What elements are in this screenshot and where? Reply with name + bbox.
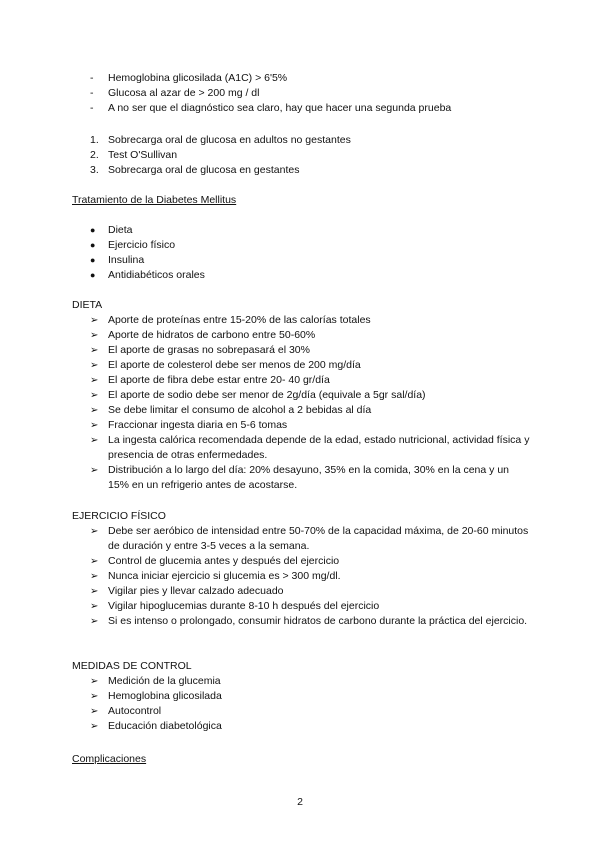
arrow-bullet-icon: ➢ — [90, 315, 99, 326]
arrow-bullet-icon: ➢ — [90, 691, 99, 702]
list-item: ➢ Control de glucemia antes y después del ejercicio — [90, 555, 340, 567]
bullet-icon: ● — [90, 225, 96, 235]
control-heading: MEDIDAS DE CONTROL — [72, 660, 192, 672]
arrow-bullet-icon: ➢ — [90, 465, 99, 476]
list-item: ➢ La ingesta calórica recomendada depende de la edad, estado nutricional, actividad física y presencia de otras enfermedades. — [90, 434, 530, 461]
list-item: ➢ Vigilar hipoglucemias durante 8-10 h después del ejercicio — [90, 600, 380, 612]
list-item: - Glucosa al azar de > 200 mg / dl — [90, 87, 260, 99]
list-item: 1. Sobrecarga oral de glucosa en adultos no gestantes — [90, 134, 351, 146]
tests-numbered-list — [90, 133, 351, 178]
list-item: ● Insulina — [90, 254, 145, 266]
arrow-bullet-icon: ➢ — [90, 616, 99, 627]
bullet-icon: ● — [90, 255, 96, 265]
arrow-bullet-icon: ➢ — [90, 360, 99, 371]
list-item: ● Antidiabéticos orales — [90, 269, 205, 281]
arrow-bullet-icon: ➢ — [90, 721, 99, 732]
treatment-heading: Tratamiento de la Diabetes Mellitus — [72, 194, 237, 206]
dieta-list — [90, 313, 530, 493]
arrow-bullet-icon: ➢ — [90, 556, 99, 567]
arrow-bullet-icon: ➢ — [90, 375, 99, 386]
arrow-bullet-icon: ➢ — [90, 571, 99, 582]
list-item: ➢ Autocontrol — [90, 705, 162, 717]
list-item: ➢ Fraccionar ingesta diaria en 5-6 tomas — [90, 419, 288, 431]
treatment-list — [90, 223, 205, 283]
list-item: 3. Sobrecarga oral de glucosa en gestantes — [90, 164, 300, 176]
list-item: ➢ Distribución a lo largo del día: 20% desayuno, 35% en la comida, 30% en la cena y un 15% en un refrigerio antes de acostarse. — [90, 464, 509, 491]
list-item: ➢ El aporte de grasas no sobrepasará el 30% — [90, 344, 310, 356]
control-list — [90, 674, 530, 734]
list-item: ● Dieta — [90, 224, 133, 236]
arrow-bullet-icon: ➢ — [90, 586, 99, 597]
list-item: ➢ Se debe limitar el consumo de alcohol a 2 bebidas al día — [90, 404, 372, 416]
dash-marker: - — [90, 102, 94, 114]
list-item: ➢ Debe ser aeróbico de intensidad entre 50-70% de la capacidad máxima, de 20-60 minutos de duración y entre 3-5 veces a la semana. — [90, 525, 529, 552]
ejercicio-heading: EJERCICIO FÍSICO — [72, 510, 166, 522]
dash-marker: - — [90, 87, 94, 99]
arrow-bullet-icon: ➢ — [90, 405, 99, 416]
arrow-bullet-icon: ➢ — [90, 345, 99, 356]
list-item: ➢ Aporte de hidratos de carbono entre 50-60% — [90, 329, 316, 341]
list-item: ➢ Hemoglobina glicosilada — [90, 690, 222, 702]
arrow-bullet-icon: ➢ — [90, 390, 99, 401]
list-item: ➢ Nunca iniciar ejercicio si glucemia es > 300 mg/dl. — [90, 570, 341, 582]
page-number: 2 — [297, 796, 303, 808]
list-item: ➢ El aporte de fibra debe estar entre 20- 40 gr/día — [90, 374, 330, 386]
list-item: ➢ Aporte de proteínas entre 15-20% de las calorías totales — [90, 314, 371, 326]
arrow-bullet-icon: ➢ — [90, 706, 99, 717]
list-item: - A no ser que el diagnóstico sea claro, hay que hacer una segunda prueba — [90, 102, 452, 114]
list-item: ➢ El aporte de colesterol debe ser menos de 200 mg/día — [90, 359, 361, 371]
complications-heading: Complicaciones — [72, 753, 147, 765]
list-item: 2. Test O'Sullivan — [90, 149, 178, 161]
list-item: ➢ Medición de la glucemia — [90, 675, 221, 687]
arrow-bullet-icon: ➢ — [90, 526, 99, 537]
arrow-bullet-icon: ➢ — [90, 330, 99, 341]
bullet-icon: ● — [90, 270, 96, 280]
arrow-bullet-icon: ➢ — [90, 435, 99, 446]
list-item: - Hemoglobina glicosilada (A1C) > 6'5% — [90, 72, 288, 84]
dieta-heading: DIETA — [72, 299, 103, 311]
dash-marker: - — [90, 72, 94, 84]
arrow-bullet-icon: ➢ — [90, 676, 99, 687]
diagnostic-criteria-list — [90, 71, 451, 116]
arrow-bullet-icon: ➢ — [90, 601, 99, 612]
bullet-icon: ● — [90, 240, 96, 250]
list-item: ➢ Si es intenso o prolongado, consumir hidratos de carbono durante la práctica del ejercicio. — [90, 615, 528, 627]
arrow-bullet-icon: ➢ — [90, 420, 99, 431]
ejercicio-list — [90, 524, 530, 629]
list-item: ● Ejercicio físico — [90, 239, 176, 251]
list-item: ➢ El aporte de sodio debe ser menor de 2g/día (equivale a 5gr sal/día) — [90, 389, 426, 401]
list-item: ➢ Educación diabetológica — [90, 720, 222, 732]
list-item: ➢ Vigilar pies y llevar calzado adecuado — [90, 585, 284, 597]
